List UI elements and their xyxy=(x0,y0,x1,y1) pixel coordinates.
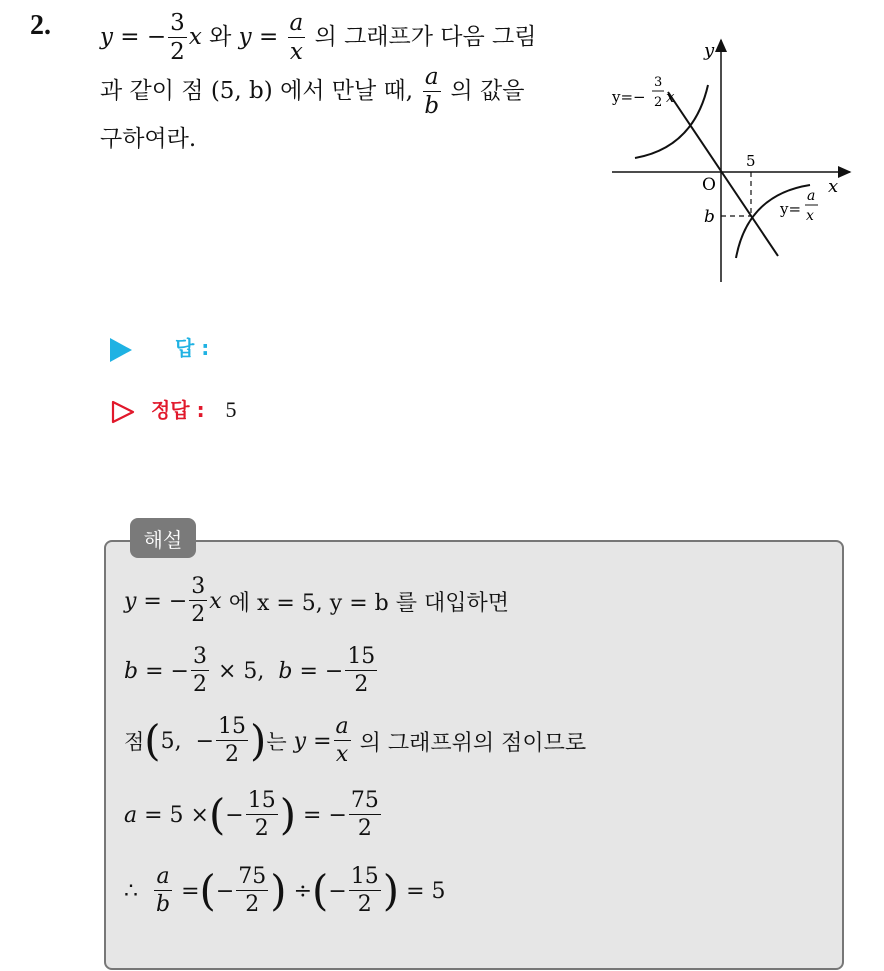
fraction-a-x: $\frac{a}{x}$ xyxy=(289,10,304,65)
line-graph xyxy=(668,92,778,256)
x-axis-label: x xyxy=(828,176,839,197)
solution-line-5: ∴ $\frac{a}{b}$ = ( − $\frac{75}{2}$ ) ÷ ( − $\frac{15}{2}$ ) = 5 xyxy=(124,864,446,917)
fraction-a-b: $\frac{a}{b}$ xyxy=(424,64,440,119)
line-label-numerator: 3 xyxy=(654,75,663,90)
x-tick-label: 5 xyxy=(746,152,756,170)
problem-text-value: 의 값을 xyxy=(450,78,525,104)
problem-text-graph: 의 그래프가 다음 그림 xyxy=(314,24,537,50)
problem-number: 2. xyxy=(30,10,51,41)
solution-line-3-topic: 는 xyxy=(266,730,287,754)
y-tick-label: b xyxy=(704,207,715,227)
y-axis-label: y xyxy=(704,40,715,61)
curve-label-numerator: a xyxy=(807,188,816,204)
solution-line-3-point: 점 xyxy=(124,730,145,754)
solution-line-3-text: 의 그래프위의 점이므로 xyxy=(359,730,587,756)
play-triangle-icon xyxy=(110,338,132,362)
solution-tag: 해설 xyxy=(130,518,196,558)
graph-figure xyxy=(600,30,860,290)
fraction-3-2: $\frac{3}{2}$ xyxy=(170,10,185,65)
problem-line-2 xyxy=(100,66,524,118)
correct-answer-label: 정답 : xyxy=(150,398,205,422)
solution-result: = 5 xyxy=(406,878,446,904)
line-label-var: x xyxy=(666,88,675,106)
solution-line-1-text: 에 x = 5, y = b 를 대입하면 xyxy=(228,590,509,616)
answer-row xyxy=(110,332,209,362)
solution-line-3: 점 ( 5, − $\frac{15}{2}$ ) 는 y = $\frac{a}{x}$ 의 그래프위의 점이므로 xyxy=(124,714,587,767)
point-coordinates: (5, b) xyxy=(210,78,273,104)
problem-text-wa: 와 xyxy=(209,24,232,50)
origin-label: O xyxy=(702,175,716,195)
problem-text-point: 과 같이 점 xyxy=(100,78,204,104)
correct-answer-row xyxy=(110,394,237,425)
curve-label-denominator: x xyxy=(806,208,814,224)
line-label: y=− xyxy=(612,88,646,106)
correct-answer-value: 5 xyxy=(225,397,237,422)
therefore-symbol: ∴ xyxy=(124,878,138,904)
solution-line-2: b = − $\frac{3}{2}$ × 5, b = − $\frac{15}{2}$ xyxy=(124,644,376,697)
line-label-denominator: 2 xyxy=(654,95,663,110)
solution-line-4: a = 5 × ( − $\frac{15}{2}$ ) = − $\frac{75}{2}$ xyxy=(124,788,379,841)
problem-line-1: y = − $\frac{3}{2}$ x 와 y = $\frac{a}{x}$ 의 그래프가 다음 그림 xyxy=(100,10,537,65)
answer-label: 답 : xyxy=(174,336,210,360)
problem-text-meet: 에서 만날 때, xyxy=(280,78,414,104)
solution-line-1: y = − $\frac{3}{2}$ x 에 x = 5, y = b 를 대입하면 xyxy=(124,574,509,627)
problem-line-3: 구하여라. xyxy=(100,126,197,152)
outline-triangle-icon xyxy=(110,399,136,425)
curve-label: y= xyxy=(780,200,802,218)
